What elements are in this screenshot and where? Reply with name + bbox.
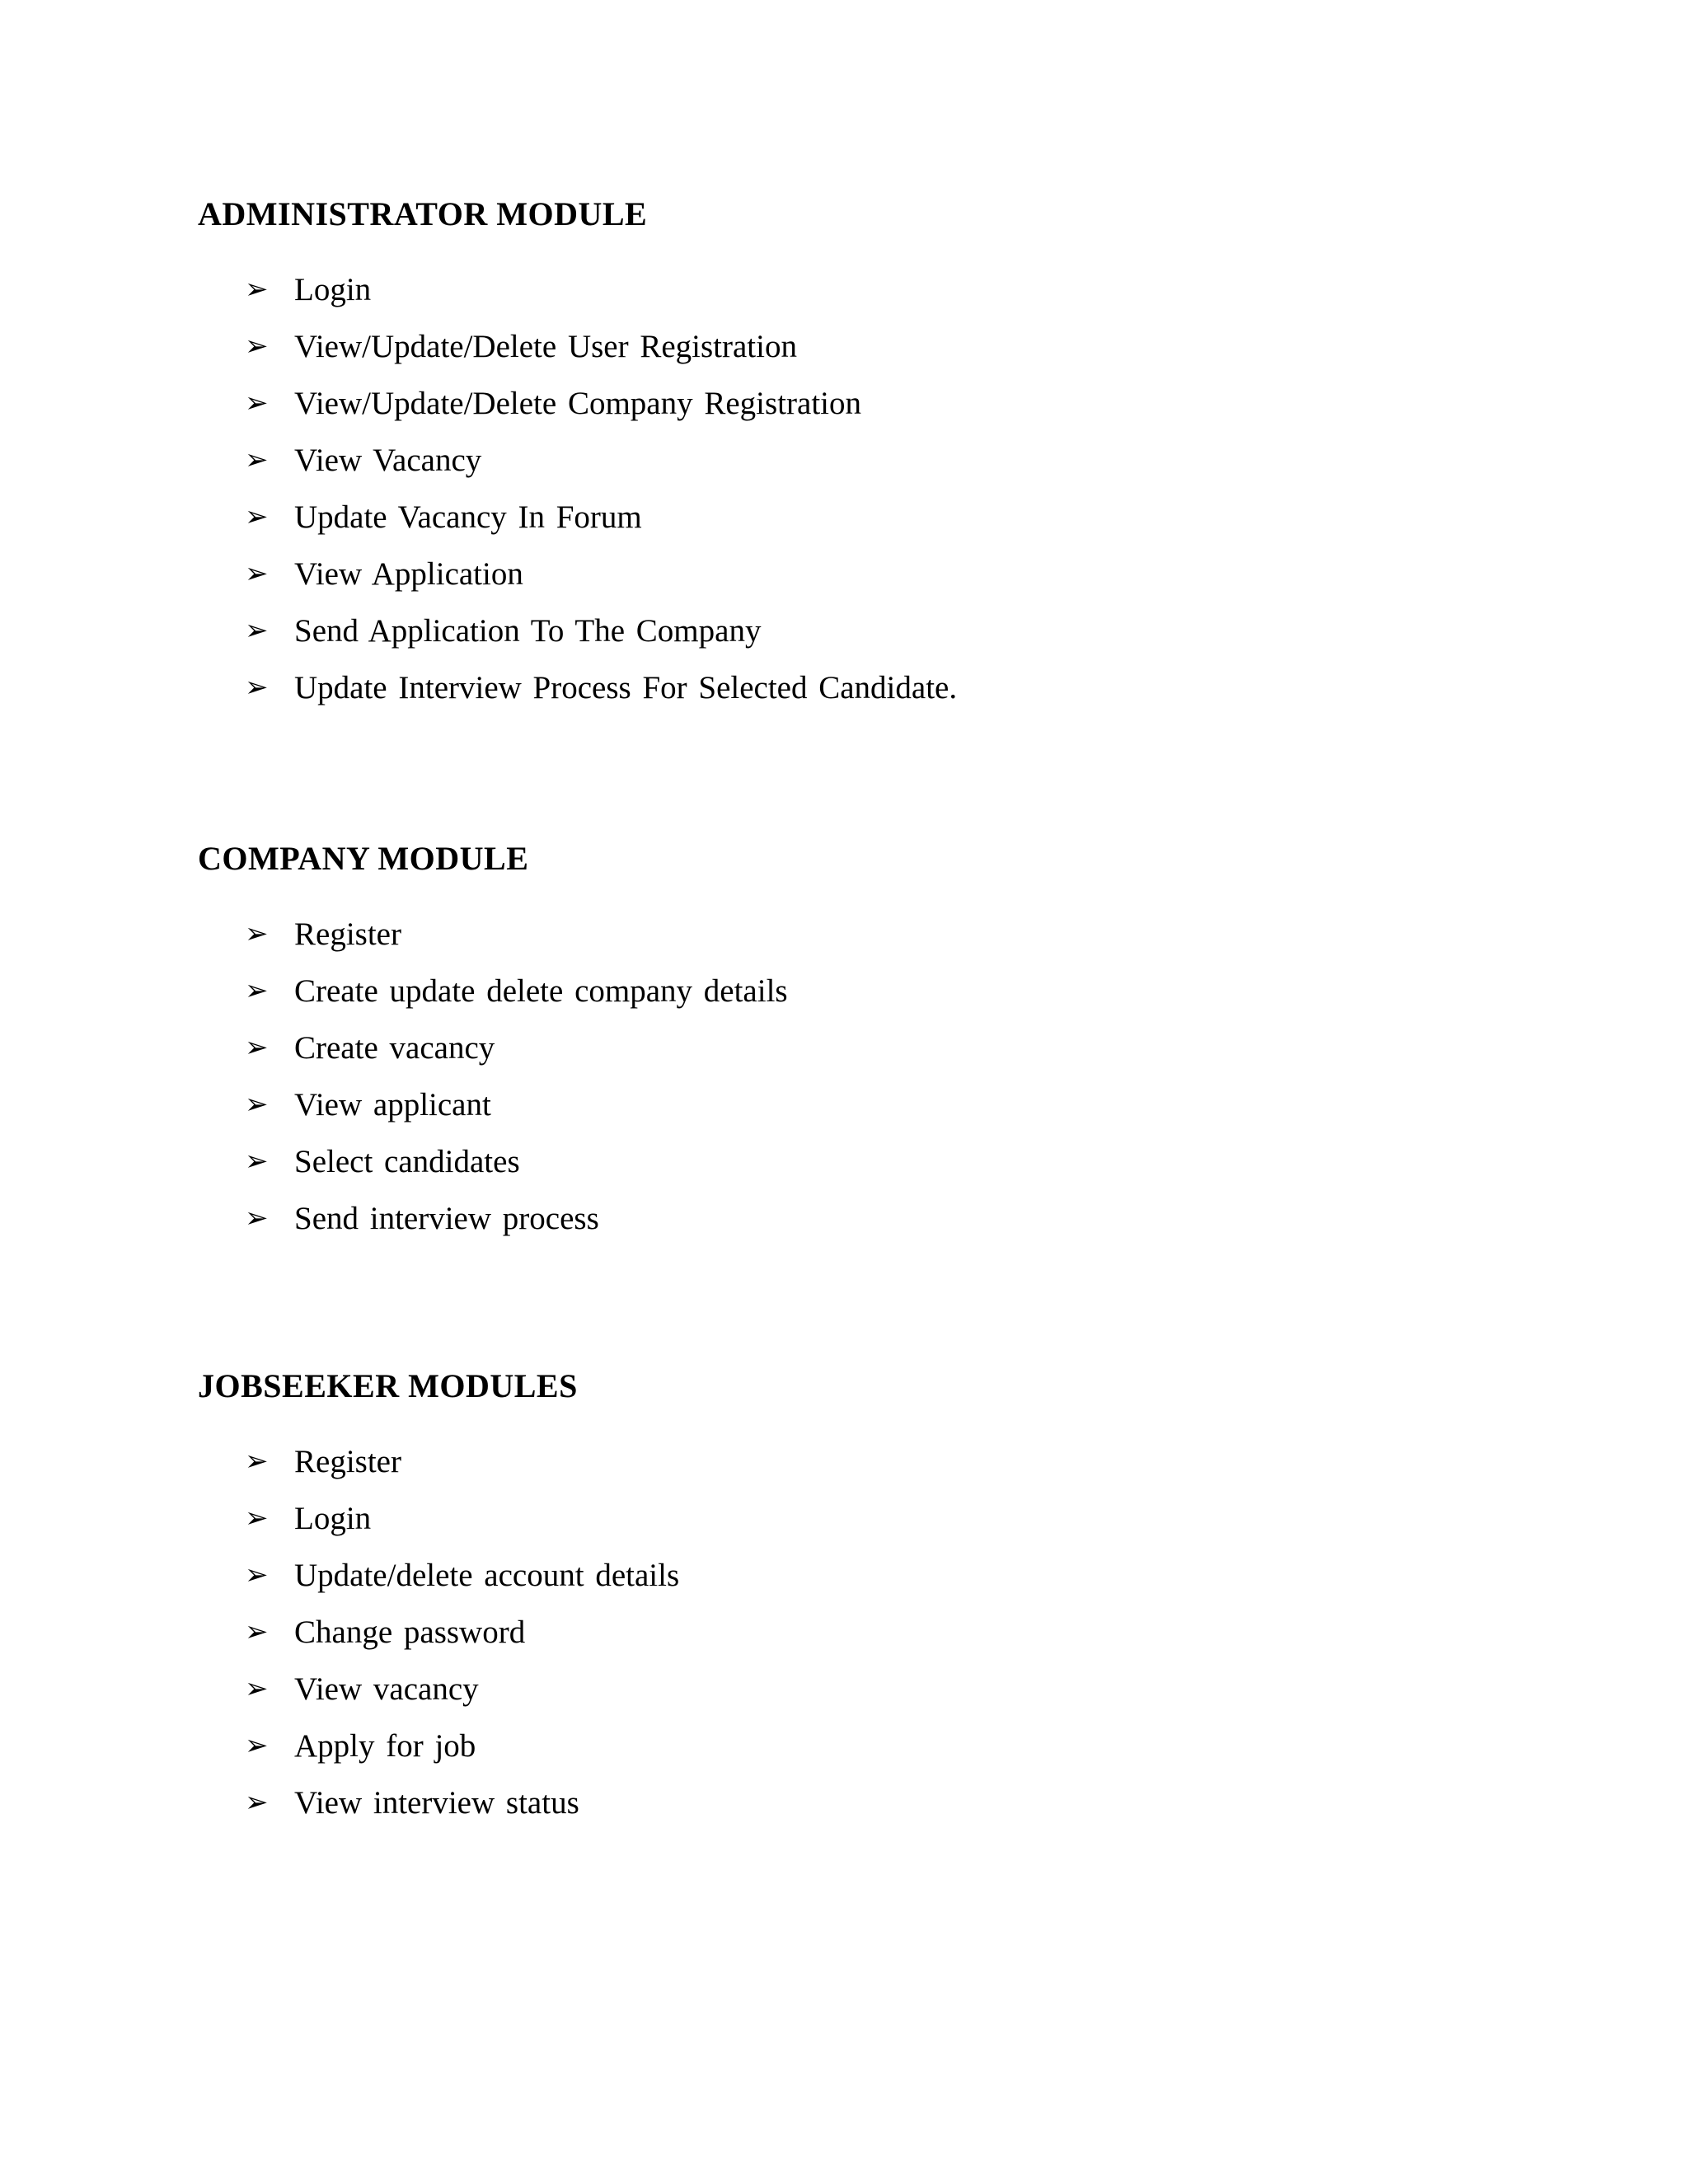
list-item	[245, 1556, 1599, 1613]
list-item	[245, 668, 1599, 725]
list-item	[245, 1029, 1599, 1085]
list-item	[245, 270, 1599, 327]
list-item	[245, 1613, 1599, 1670]
list-item	[245, 498, 1599, 555]
arrow-bullet-icon: ➢	[245, 1146, 269, 1177]
company-module-list	[245, 915, 1599, 1256]
list-item-text: Update Vacancy In Forum	[294, 499, 642, 535]
arrow-bullet-icon: ➢	[245, 559, 269, 589]
list-item-text: Update Interview Process For Selected Candidate.	[294, 670, 958, 705]
list-item-text: View Application	[294, 556, 523, 592]
list-item-text: Login	[294, 1501, 372, 1536]
administrator-module-list	[245, 270, 1599, 725]
arrow-bullet-icon: ➢	[245, 976, 269, 1006]
list-item-text: View/Update/Delete Company Registration	[294, 386, 861, 421]
list-item-text: Register	[294, 1444, 401, 1479]
arrow-bullet-icon: ➢	[245, 502, 269, 532]
list-item	[245, 1670, 1599, 1727]
list-item	[245, 972, 1599, 1029]
list-item-text: Login	[294, 272, 372, 307]
list-item	[245, 915, 1599, 972]
list-item	[245, 441, 1599, 498]
list-item-text: Apply for job	[294, 1728, 476, 1764]
list-item-text: Send Application To The Company	[294, 613, 762, 649]
list-item-text: Register	[294, 916, 401, 952]
arrow-bullet-icon: ➢	[245, 274, 269, 305]
list-item	[245, 1142, 1599, 1199]
section-title: JOBSEEKER MODULES	[198, 1367, 578, 1404]
jobseeker-modules-list	[245, 1442, 1599, 1840]
arrow-bullet-icon: ➢	[245, 331, 269, 362]
list-item	[245, 1085, 1599, 1142]
arrow-bullet-icon: ➢	[245, 1090, 269, 1120]
arrow-bullet-icon: ➢	[245, 616, 269, 646]
administrator-module-section	[198, 194, 1599, 725]
list-item-text: Create update delete company details	[294, 973, 788, 1009]
list-item	[245, 1499, 1599, 1556]
list-item	[245, 1727, 1599, 1783]
section-title: ADMINISTRATOR MODULE	[198, 195, 648, 232]
arrow-bullet-icon: ➢	[245, 673, 269, 703]
list-item	[245, 1783, 1599, 1840]
company-module-section	[198, 839, 1599, 1256]
list-item-text: View/Update/Delete User Registration	[294, 329, 797, 364]
arrow-bullet-icon: ➢	[245, 1203, 269, 1234]
list-item	[245, 555, 1599, 612]
jobseeker-modules-section	[198, 1366, 1599, 1840]
arrow-bullet-icon: ➢	[245, 1731, 269, 1761]
list-item	[245, 612, 1599, 668]
list-item-text: View interview status	[294, 1785, 579, 1821]
arrow-bullet-icon: ➢	[245, 1674, 269, 1704]
list-item-text: View vacancy	[294, 1671, 479, 1707]
arrow-bullet-icon: ➢	[245, 1446, 269, 1477]
arrow-bullet-icon: ➢	[245, 1033, 269, 1063]
list-item-text: View applicant	[294, 1087, 491, 1122]
list-item	[245, 384, 1599, 441]
list-item-text: View Vacancy	[294, 443, 482, 478]
arrow-bullet-icon: ➢	[245, 919, 269, 949]
arrow-bullet-icon: ➢	[245, 1788, 269, 1818]
arrow-bullet-icon: ➢	[245, 445, 269, 476]
arrow-bullet-icon: ➢	[245, 1617, 269, 1647]
arrow-bullet-icon: ➢	[245, 1560, 269, 1591]
arrow-bullet-icon: ➢	[245, 388, 269, 419]
list-item	[245, 1442, 1599, 1499]
list-item-text: Update/delete account details	[294, 1558, 680, 1593]
list-item	[245, 327, 1599, 384]
section-title: COMPANY MODULE	[198, 840, 529, 877]
arrow-bullet-icon: ➢	[245, 1503, 269, 1534]
list-item-text: Create vacancy	[294, 1030, 495, 1066]
list-item-text: Send interview process	[294, 1201, 599, 1236]
list-item	[245, 1199, 1599, 1256]
list-item-text: Select candidates	[294, 1144, 520, 1179]
list-item-text: Change password	[294, 1615, 526, 1650]
